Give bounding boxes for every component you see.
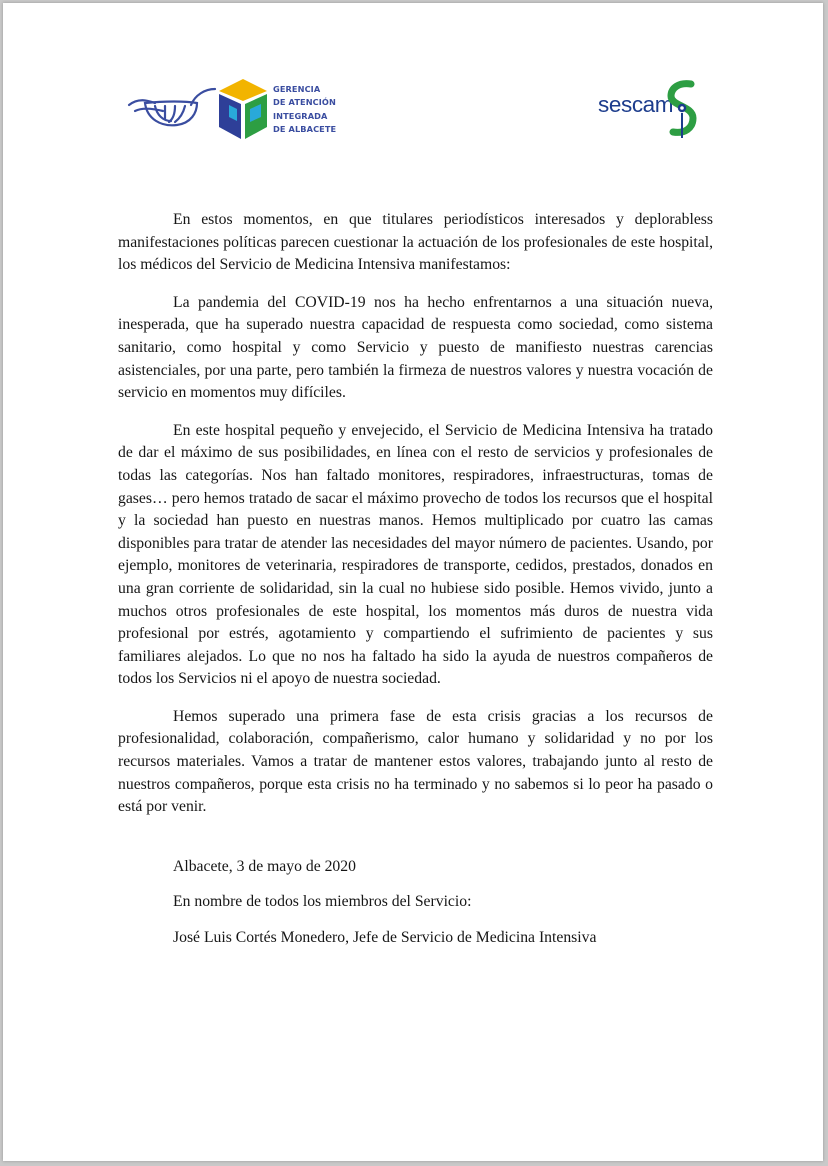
logo-line: GERENCIA	[273, 84, 321, 94]
paragraph: En estos momentos, en que titulares periodísticos interesados y deplorabless manifestaciones políticas parecen cuestionar la actuación de los profesionales de este hospital, los médicos del Servicio de Medicina Intensiva manifestamos:	[118, 211, 713, 274]
signature-line: José Luis Cortés Monedero, Jefe de Servicio de Medicina Intensiva	[173, 929, 597, 947]
paragraph: Hemos superado una primera fase de esta crisis gracias a los recursos de profesionalidad, colaboración, compañerismo, calor humano y solidaridad y no por los recursos materiales. Vamos a tratar de mantener estos valores, trabajando junto al resto de nuestros compañeros, porque esta crisis no ha terminado y no sabemos si lo peor ha pasado o está por venir.	[118, 707, 713, 816]
sescam-logo	[595, 78, 705, 144]
mortar-logo-icon	[125, 81, 217, 133]
letter-body	[118, 209, 713, 963]
logo-line: INTEGRADA	[273, 110, 328, 121]
paragraph: La pandemia del COVID-19 nos ha hecho enfrentarnos a una situación nueva, inesperada, que ha superado nuestra capacidad de respuesta como sociedad, como sistema sanitario, como hospital y como Servicio y puesto de manifiesto nuestras carencias asistenciales, por una parte, pero también la firmeza de nuestros valores y nuestra vocación de servicio en momentos muy difíciles.	[118, 293, 713, 402]
gerencia-logo	[125, 75, 345, 145]
sescam-wordmark: sescam	[598, 92, 674, 117]
cube-logo-icon	[217, 77, 269, 141]
on-behalf-line: En nombre de todos los miembros del Servicio:	[173, 893, 472, 911]
letter-closing	[118, 856, 713, 950]
gerencia-logo-text	[273, 83, 353, 137]
logo-line: DE ATENCIÓN	[273, 97, 336, 108]
paragraph: En este hospital pequeño y envejecido, el Servicio de Medicina Intensiva ha tratado de dar el máximo de sus posibilidades, en línea con el resto de servicios y profesionales de todas las categorías. Nos han faltado monitores, respiradores, infraestructuras, tomas de gases… pero hemos tratado de sacar el máximo provecho de todos los recursos que el hospital y la sociedad han puesto en nuestras manos. Hemos multiplicado por cuatro las camas disponibles para tratar de atender las necesidades del mayor número de pacientes. Usando, por ejemplo, monitores de veterinaria, respiradores de transporte, cedidos, prestados, donados en una gran corriente de solidaridad, sin la cual no hubiese sido posible. Hemos vivido, junto a muchos otros profesionales de este hospital, los momentos más duros de nuestra vida profesional por estrés, agotamiento y compartiendo el sufrimiento de pacientes y sus familiares alejados. Lo que no nos ha faltado ha sido la ayuda de nuestros compañeros de todos los Servicios ni el apoyo de nuestra sociedad.	[118, 421, 713, 688]
document-page	[3, 3, 823, 1161]
sescam-s-icon	[665, 80, 699, 142]
date-line: Albacete, 3 de mayo de 2020	[173, 857, 356, 875]
logo-line: DE ALBACETE	[273, 124, 337, 135]
